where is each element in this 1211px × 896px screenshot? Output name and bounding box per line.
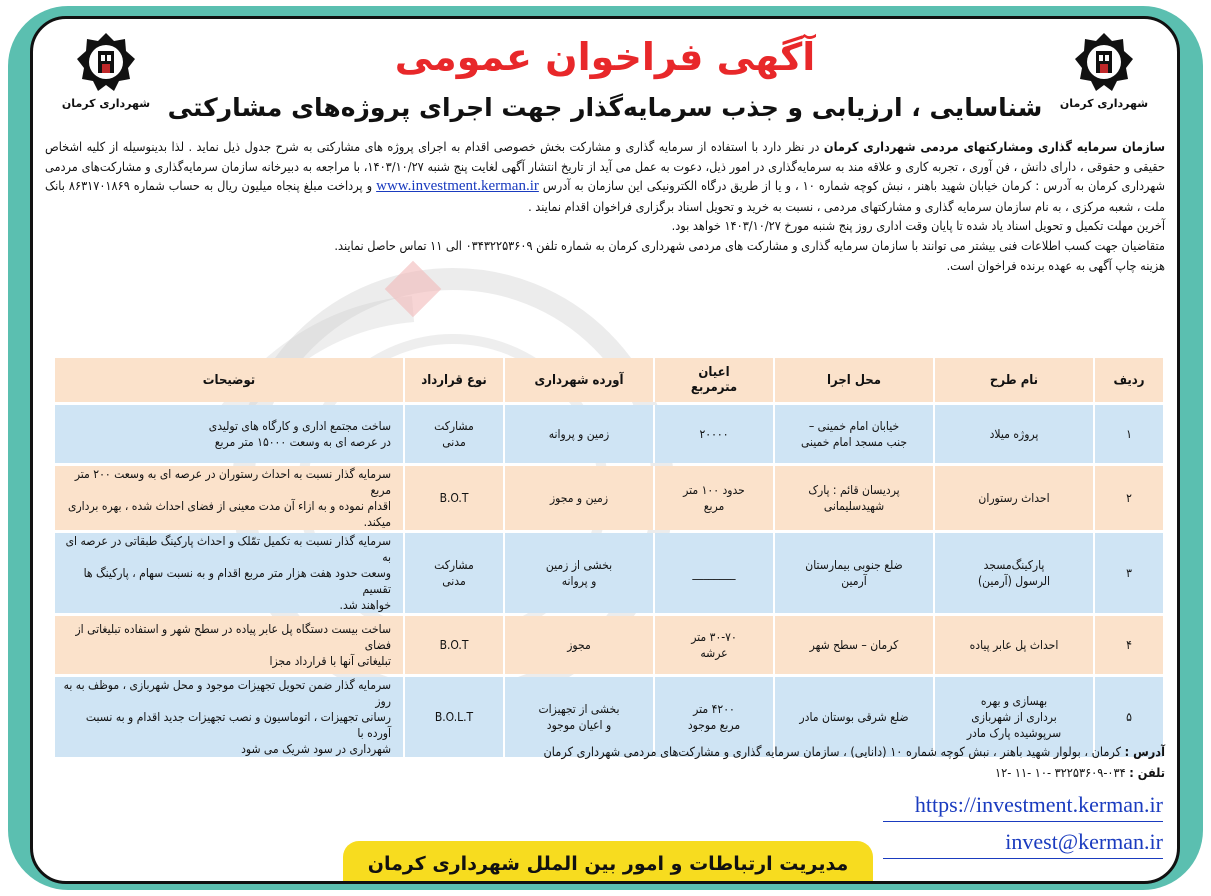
column-header-contract-type: نوع قرارداد (421, 372, 487, 388)
table-cell (653, 533, 773, 613)
table-cell-text: ۱ (1126, 427, 1132, 441)
contact-block (45, 741, 1165, 783)
table-cell (1093, 466, 1163, 530)
address-line (45, 741, 1165, 762)
table-cell (1093, 616, 1163, 674)
table-cell-text: مجوز (567, 638, 591, 652)
address-label: آدرس : (1124, 744, 1165, 759)
table-cell-text: B.O.T (439, 638, 469, 652)
table-cell-text: ۴۲۰۰ متر مربع موجود (687, 702, 741, 732)
table-cell-text: سرمایه گذار نسبت به تکمیل تمّلک و احداث پارکینگ طبقاتی در عرصه ای به وسعت حدود هفت هزار متر مربع اقدام و به نسبت سهام ، پارکینگ ها تقسیم خواهند شد. (65, 534, 391, 612)
table-cell (403, 405, 503, 463)
links-block (883, 791, 1163, 865)
logo-caption: شهرداری کرمان (1059, 97, 1149, 110)
email-link[interactable]: invest@kerman.ir (883, 828, 1163, 859)
table-cell-text: بخشی از زمین و پروانه (545, 558, 613, 588)
table-cell-text: B.O.L.T (434, 710, 474, 724)
column-header-municipality-share: آورده شهرداری (534, 372, 624, 388)
table-cell (653, 616, 773, 674)
table-cell-text: احداث پل عابر پیاده (969, 638, 1059, 652)
table-cell (933, 405, 1093, 463)
table-cell (53, 616, 403, 674)
table-cell-text: ۳۰-۷۰ متر عرشه (691, 630, 737, 660)
info-contact-text: متقاضیان جهت کسب اطلاعات فنی بیشتر می توانند با سازمان سرمایه گذاری و مشارکت های مردمی شهرداری کرمان به شماره تلفن ۰۳۴۳۲۲۵۳۶۰۹ الی ۱۱ تماس حاصل نمایند. (334, 237, 1165, 253)
column-header (403, 358, 503, 402)
organization-name: سازمان سرمایه گذاری ومشارکتهای مردمی شهرداری کرمان (823, 139, 1165, 154)
print-cost-text: هزینه چاپ آگهی به عهده برنده فراخوان است. (946, 257, 1165, 273)
table-cell (773, 466, 933, 530)
table-cell-text: B.O.T (439, 491, 469, 505)
table-cell (933, 616, 1093, 674)
table-cell-text: ۲ (1126, 491, 1132, 505)
table-cell (503, 616, 653, 674)
column-header (933, 358, 1093, 402)
column-header (653, 358, 773, 402)
table-cell-text: زمین و پروانه (548, 427, 610, 441)
table-cell (53, 466, 403, 530)
table-cell-text: خیابان امام خمینی – جنب مسجد امام خمینی (800, 419, 908, 449)
column-header-row-number: ردیف (1113, 372, 1145, 388)
table-cell (403, 616, 503, 674)
table-cell (403, 533, 503, 613)
intro-paragraph (45, 137, 1165, 216)
table-cell-text: ساخت مجتمع اداری و کارگاه های تولیدی در عرصه ای به وسعت ۱۵۰۰۰ متر مربع (208, 419, 391, 449)
column-header-location: محل اجرا (827, 372, 881, 388)
table-header-row (53, 358, 1163, 402)
address-value: کرمان ، بولوار شهید باهنر ، نبش کوچه شماره ۱۰ (دانایی) ، سازمان سرمایه گذاری و مشارکت‌های مردمی شهرداری کرمان (543, 744, 1122, 759)
projects-table (53, 355, 1163, 760)
website-inline-link[interactable]: www.investment.kerman.ir (376, 178, 539, 195)
table-cell (773, 533, 933, 613)
table-cell (53, 533, 403, 613)
payment-text: و پرداخت مبلغ پنجاه میلیون ریال به حساب شماره ۸۶۳۱۷۰۱۸۶۹ بانک ملت ، شعبه مرکزی ، به نام سازمان سرمایه گذاری و مشارکتهای مردمی ، نسبت به خرید و تحویل اسناد برگزاری فراخوان اقدام نمایند . (45, 178, 1165, 214)
column-header-area: اعیان مترمربع (690, 365, 738, 395)
table-cell (503, 533, 653, 613)
table-cell-text: بهسازی و بهره برداری از شهربازی سرپوشیده پارک مادر (966, 694, 1062, 740)
column-header (503, 358, 653, 402)
logo-caption: شهرداری کرمان (61, 97, 151, 110)
table-cell-text: بخشی از تجهیزات و اعیان موجود (538, 702, 620, 732)
table-cell-text: ضلع شرقی بوستان مادر (799, 710, 909, 724)
table-cell (503, 466, 653, 530)
column-header (53, 358, 403, 402)
table-cell-text: حدود ۱۰۰ متر مربع (683, 483, 745, 513)
table-cell (503, 405, 653, 463)
table-cell (53, 405, 403, 463)
footer-text: مدیریت ارتباطات و امور بین الملل شهرداری کرمان (367, 853, 849, 875)
table-cell-text: ساخت بیست دستگاه پل عابر پیاده در سطح شهر و استفاده تبلیغاتی از فضای تبلیغاتی آنها با قرارداد مجزا (75, 622, 391, 668)
table-cell-text: ۵ (1126, 710, 1132, 724)
table-cell-text: پردیسان قائم : پارک شهیدسلیمانی (808, 483, 900, 513)
table-row (53, 533, 1163, 613)
table-cell (933, 533, 1093, 613)
table-cell-text: کرمان – سطح شهر (809, 638, 899, 652)
table-cell-text: ۲۰۰۰۰ (699, 427, 729, 441)
table-cell (653, 466, 773, 530)
table-cell (1093, 533, 1163, 613)
deadline-text: آخرین مهلت تکمیل و تحویل اسناد یاد شده تا پایان وقت اداری روز پنج شنبه مورخ ۱۴۰۳/۱۰/۲۷ خواهد بود. (671, 218, 1165, 234)
announcement-title: آگهی فراخوان عمومی (394, 35, 816, 79)
table-cell-text: زمین و مجوز (549, 491, 609, 505)
phone-line (45, 762, 1165, 783)
phone-label: تلفن : (1129, 765, 1165, 780)
announcement-subtitle: شناسایی ، ارزیابی و جذب سرمایه‌گذار جهت اجرای پروژه‌های مشارکتی (167, 93, 1043, 122)
table-cell-text: احداث رستوران (978, 491, 1050, 505)
intro-text: در نظر دارد با استفاده از سرمایه گذاری و مشارکت بخش خصوصی اقدام به اجرای پروژه های مشارکتی به شرح جدول ذیل نماید . لذا بدینوسیله از کلیه اشخاص حقیقی و حقوقی ، دارای دانش ، فن آوری ، تجربه کاری و علاقه مند به سرمایه‌گذاری در امور ذیل، دعوت به عمل می آید از تاریخ انتشار آگهی لغایت پنج شنبه ۱۴۰۳/۱۰/۲۷، با مراجعه به دبیرخانه سازمان سرمایه‌گذاری و مشارکت‌های مردمی شهرداری کرمان به آدرس : کرمان خیابان شهید باهنر ، نبش کوچه شماره ۱۰ ، و یا از طریق درگاه الکترونیکی این سازمان به آدرس (45, 139, 1165, 194)
footer-banner (343, 841, 873, 884)
table-cell (1093, 405, 1163, 463)
website-link[interactable]: https://investment.kerman.ir (883, 791, 1163, 822)
table-cell-text: مشارکت مدنی (434, 558, 474, 588)
phone-value: ۰۳۴-۳۲۲۵۳۶۰۹ -۱۰ -۱۱ -۱۲ (995, 765, 1126, 780)
column-header (773, 358, 933, 402)
table-cell-text: سرمایه گذار نسبت به احداث رستوران در عرصه ای به وسعت ۲۰۰ متر مربع اقدام نموده و به ازاء آن مدت معینی از فضای احداث شده ، بهره برداری میکند. (68, 467, 391, 529)
table-cell (403, 466, 503, 530)
table-cell (773, 616, 933, 674)
column-header (1093, 358, 1163, 402)
table-cell-text: ضلع جنوبی بیمارستان آرمین (805, 558, 903, 588)
column-header-project-name: نام طرح (989, 372, 1039, 388)
table-cell-text: ________ (692, 566, 736, 580)
table-cell-text: ۳ (1126, 566, 1132, 580)
table-cell-text: پارکینگ‌مسجد الرسول (آرمین) (977, 558, 1051, 588)
table-cell (773, 405, 933, 463)
table-cell-text: مشارکت مدنی (434, 419, 474, 449)
table-row (53, 405, 1163, 463)
table-cell-text: ۴ (1126, 638, 1132, 652)
table-cell (933, 466, 1093, 530)
announcement-body (45, 137, 1165, 275)
table-body (53, 405, 1163, 757)
table-row (53, 466, 1163, 530)
column-header-description: توضیحات (202, 372, 256, 388)
table-cell-text: سرمایه گذار ضمن تحویل تجهیزات موجود و محل شهربازی ، موظف به به روز رسانی تجهیزات ، اتوماسیون و نصب تجهیزات جدید اقدام و به نسبت آورده با شهرداری در سود شریک می شود (63, 678, 391, 756)
table-cell-text: پروژه میلاد (989, 427, 1039, 441)
table-cell (653, 405, 773, 463)
announcement-card (30, 16, 1180, 884)
table-row (53, 616, 1163, 674)
